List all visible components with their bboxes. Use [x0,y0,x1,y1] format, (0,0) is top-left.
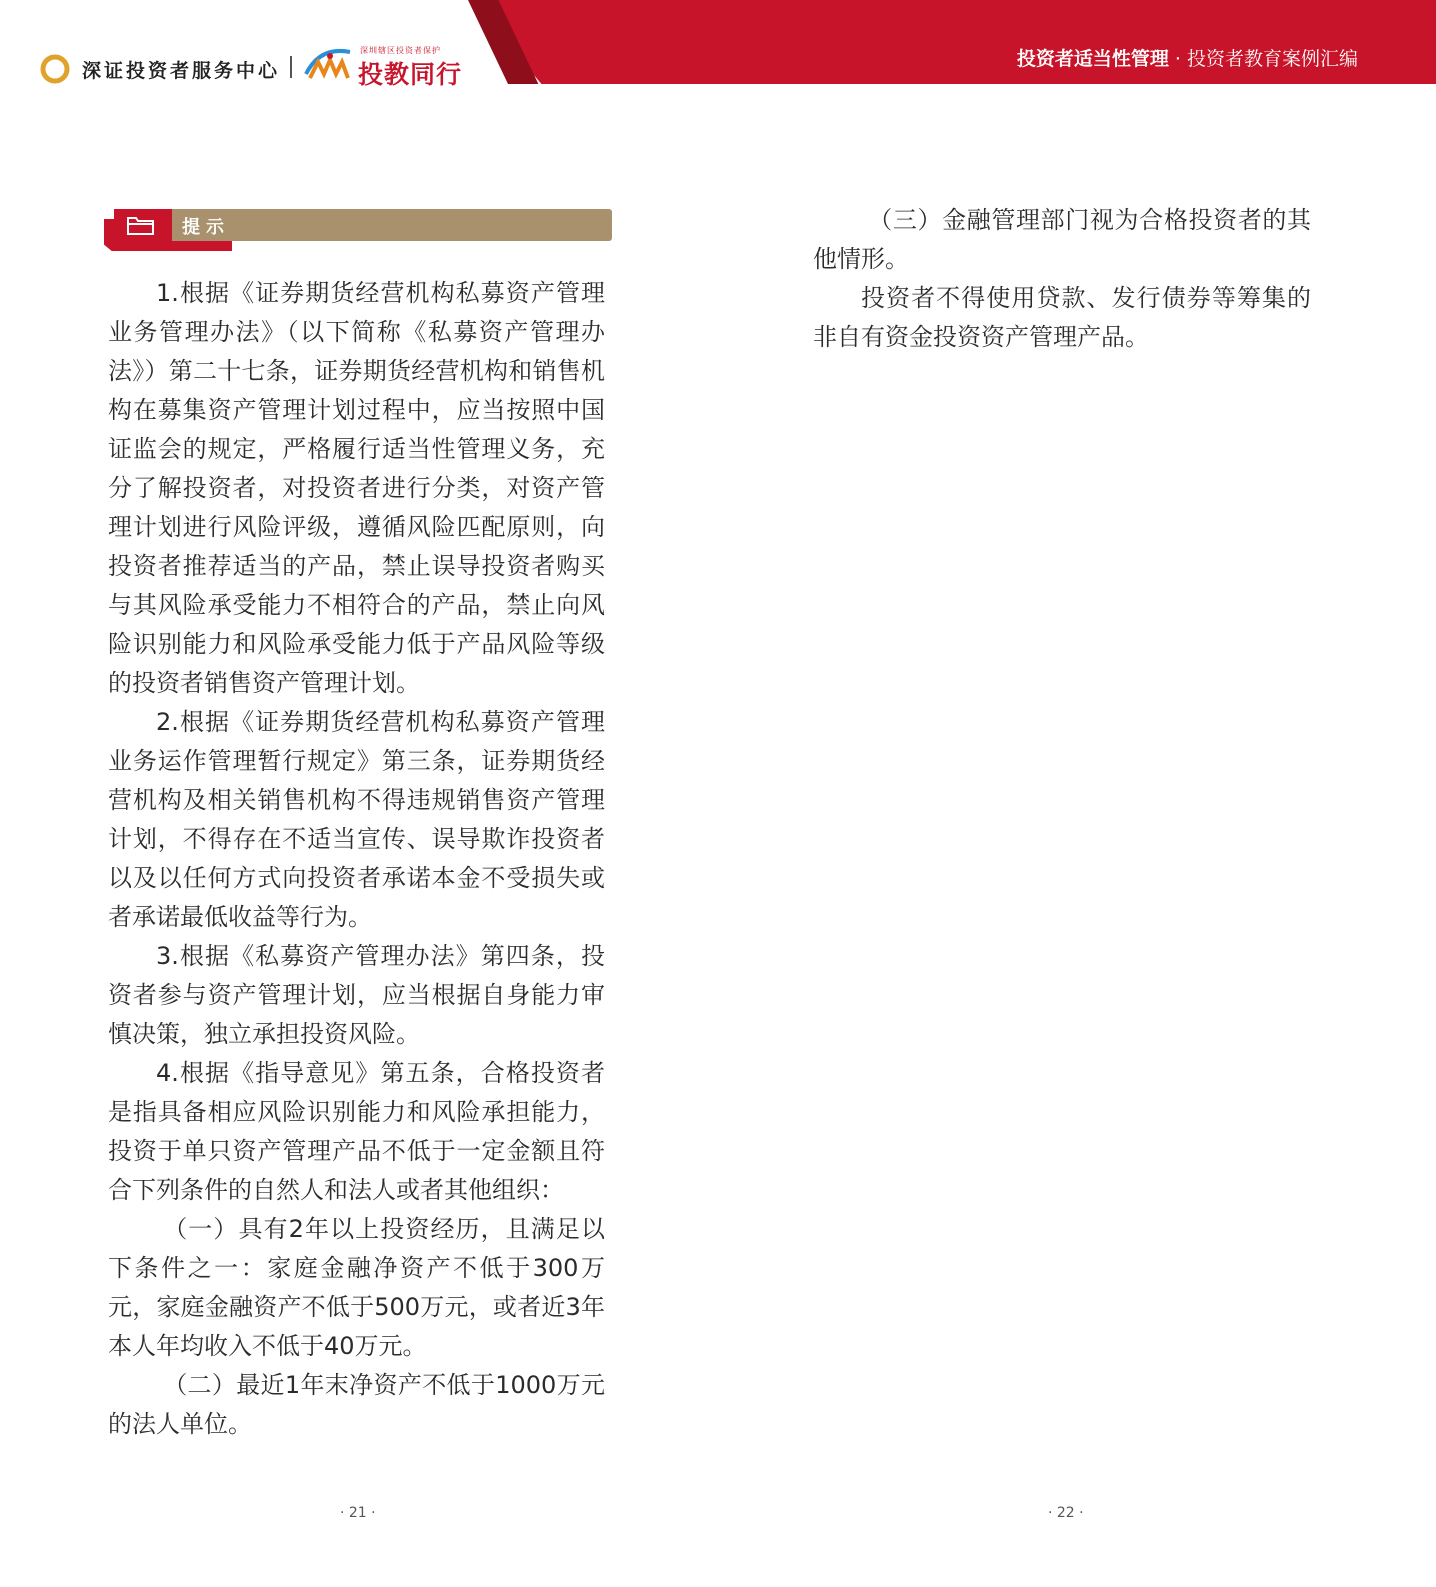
header-title [1017,44,1358,71]
header-title-rest: 投资者教育案例汇编 [1186,48,1358,70]
paragraph: （二）最近1年末净资产不低于1000万元的法人单位。 [108,1371,605,1438]
header-title-separator: · [1168,48,1187,70]
brand-subtitle: 深圳辖区投资者保护 [360,46,441,55]
paragraph: 1.根据《证券期货经营机构私募资产管理业务管理办法》（以下简称《私募资产管理办法》）第二十七条，证券期货经营机构和销售机构在募集资产管理计划过程中，应当按照中国证监会的规定，严格履行适当性管理义务，充分了解投资者，对投资者进行分类，对资产管理计划进行风险评级，遵循风险匹配原则，向投资者推荐适当的产品，禁止误导投资者购买与其风险承受能力不相符合的产品，禁止向风险识别能力和风险承受能力低于产品风险等级的投资者销售资产管理计划。 [108,279,605,697]
header-title-bold: 投资者适当性管理 [1016,48,1169,70]
folder-icon [126,214,156,236]
right-column-text [813,201,1311,357]
logo-divider [290,56,292,78]
paragraph: （三）金融管理部门视为合格投资者的其他情形。 [813,206,1311,273]
page-number-left: · 21 · [340,1505,376,1521]
tip-banner [104,209,612,251]
paragraph: （一）具有2年以上投资经历，且满足以下条件之一：家庭金融净资产不低于300万元，家庭金融资产不低于500万元，或者近3年本人年均收入不低于40万元。 [108,1215,605,1360]
paragraph: 3.根据《私募资产管理办法》第四条，投资者参与资产管理计划，应当根据自身能力审慎决策，独立承担投资风险。 [108,942,605,1048]
szse-logo-icon [40,54,70,84]
brand-name: 投教同行 [358,60,463,89]
org-name: 深证投资者服务中心 [82,60,281,82]
page-header [0,0,1436,90]
left-column-text [108,274,605,1444]
header-red-band [472,0,1436,84]
tip-label: 提示 [182,217,230,238]
investor-education-logo-icon [302,44,354,84]
paragraph: 投资者不得使用贷款、发行债券等筹集的非自有资金投资资产管理产品。 [813,284,1311,351]
page-number-right: · 22 · [1048,1505,1084,1521]
paragraph: 2.根据《证券期货经营机构私募资产管理业务运作管理暂行规定》第三条，证券期货经营机构及相关销售机构不得违规销售资产管理计划，不得存在不适当宣传、误导欺诈投资者以及以任何方式向投资者承诺本金不受损失或者承诺最低收益等行为。 [108,708,605,931]
paragraph: 4.根据《指导意见》第五条，合格投资者是指具备相应风险识别能力和风险承担能力，投资于单只资产管理产品不低于一定金额且符合下列条件的自然人和法人或者其他组织： [108,1059,605,1204]
